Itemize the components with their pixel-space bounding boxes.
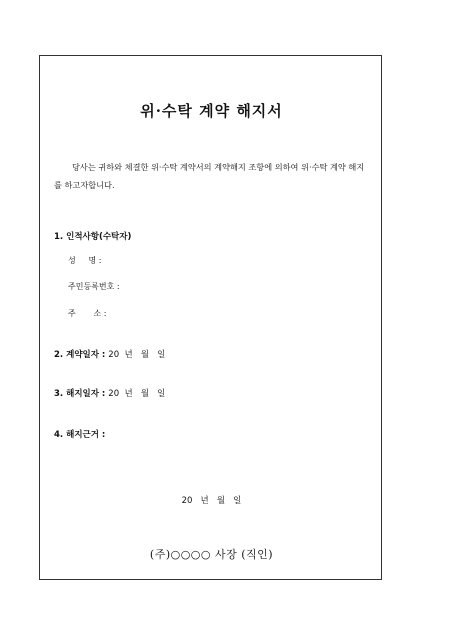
contract-date-label: 2. 계약일자 : [54, 350, 106, 360]
termination-date-value: 20 년 월 일 [108, 389, 166, 399]
address-field-label: 주 소 : [68, 309, 107, 318]
section-3-row [54, 387, 165, 399]
section-4-heading: 4. 해지근거 : [54, 430, 106, 440]
name-field-label: 성 명 : [68, 256, 102, 265]
resident-number-field-label: 주민등록번호 : [68, 282, 120, 291]
document-page [39, 55, 382, 580]
section-1-heading: 1. 인적사항(수탁자) [54, 232, 132, 242]
contract-date-value: 20 년 월 일 [108, 350, 166, 360]
section-2-row [54, 348, 165, 360]
intro-text: 당사는 귀하와 체결한 위·수탁 계약서의 계약해지 조항에 의하여 위·수탁 계약 해지를 하고자합니다. [54, 162, 365, 190]
document-title: 위·수탁 계약 해지서 [140, 102, 283, 120]
termination-date-label: 3. 해지일자 : [54, 389, 106, 399]
footer-date: 20 년 월 일 [181, 496, 242, 506]
company-signature: (주)○○○○ 사장 (직인) [149, 548, 274, 561]
intro-paragraph [54, 158, 372, 194]
